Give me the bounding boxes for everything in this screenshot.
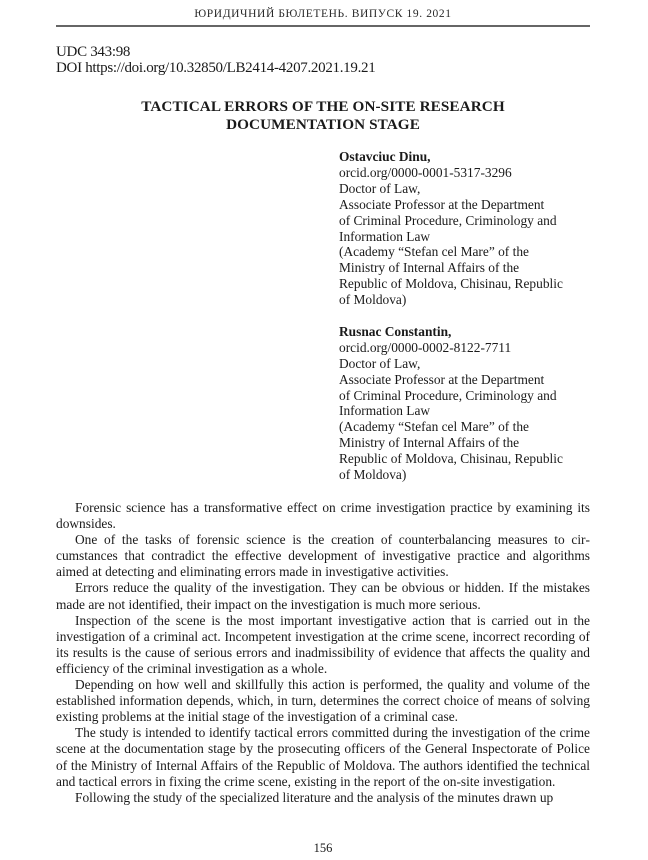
body-paragraph: Following the study of the specialized literature and the analysis of the minutes drawn up	[75, 789, 554, 805]
udc-code: UDC 343:98	[56, 44, 131, 60]
author-orcid-link[interactable]: orcid.org/0000-0002-8122-7711	[339, 339, 512, 355]
header-divider	[56, 25, 590, 27]
author-affiliation-line: of Criminal Procedure, Criminology and	[339, 212, 557, 228]
author-affiliation-line: Republic of Moldova, Chisinau, Republic	[339, 451, 563, 467]
article-body	[56, 500, 590, 806]
body-paragraph: Depending on how well and skillfully this action is performed, the quality and volume of the established information depends, which, in turn, determines the correct choice of means of solving existing problems at the initial stage of the investigation of a criminal case.	[56, 677, 590, 725]
body-paragraph: Inspection of the scene is the most important investigative action that is carried out in the investigation of a criminal act. Incompetent investigation at the crime scene, incorrect recording of its results is the cause of serious errors and inadmissibility of evidence that affects the quality and efficiency of the criminal investigation as a whole.	[56, 612, 590, 676]
page-number: 156	[313, 841, 333, 855]
author-block	[339, 324, 599, 483]
article-title	[56, 98, 590, 133]
author-affiliation-line: Information Law	[339, 403, 431, 419]
author-name: Ostavciuc Dinu,	[339, 149, 431, 164]
author-orcid-link[interactable]: orcid.org/0000-0001-5317-3296	[339, 164, 512, 180]
author-affiliation-line: of Moldova)	[339, 467, 407, 483]
title-line-1: TACTICAL ERRORS OF THE ON-SITE RESEARCH	[141, 98, 505, 115]
author-affiliation-line: Information Law	[339, 228, 431, 244]
body-paragraph: One of the tasks of forensic science is the creation of counterbalancing measures to circumstances that contradict the effective development of investigative practice and algorithms aimed at detecting and eliminating errors made in investigative activities.	[56, 532, 590, 580]
author-affiliation-line: (Academy “Stefan cel Mare” of the	[339, 244, 529, 260]
body-paragraph: Errors reduce the quality of the investigation. They can be obvious or hidden. If the mistakes made are not identified, their impact on the investigation is much more serious.	[56, 580, 590, 612]
author-affiliation-line: Ministry of Internal Affairs of the	[339, 260, 520, 276]
author-affiliation-line: Associate Professor at the Department	[339, 371, 545, 387]
doi-link[interactable]: DOI https://doi.org/10.32850/LB2414-4207.2021.19.21	[56, 60, 376, 76]
body-paragraph: Forensic science has a transformative effect on crime investigation practice by examining its downsides.	[56, 500, 590, 532]
running-head: ЮРИДИЧНИЙ БЮЛЕТЕНЬ. ВИПУСК 19. 2021	[194, 8, 452, 20]
author-name: Rusnac Constantin,	[339, 323, 452, 339]
article-identifiers	[56, 44, 375, 76]
author-affiliation-line: Ministry of Internal Affairs of the	[339, 435, 520, 451]
title-line-2: DOCUMENTATION STAGE	[226, 115, 420, 133]
author-affiliation-line: (Academy “Stefan cel Mare” of the	[339, 419, 529, 435]
body-paragraph: The study is intended to identify tactical errors committed during the investigation of the crime scene at the documentation stage by the prosecuting officers of the General Inspectorate of Police of the Ministry of Internal Affairs of the Republic of Moldova. The authors identified the technical and tactical errors in fixing the crime scene, existing in the report of the on-site investigation.	[56, 725, 590, 789]
author-affiliation-line: Republic of Moldova, Chisinau, Republic	[339, 276, 563, 292]
author-affiliation-line: of Moldova)	[339, 292, 407, 308]
author-degree: Doctor of Law,	[339, 180, 421, 196]
author-affiliation-line: of Criminal Procedure, Criminology and	[339, 387, 557, 403]
author-degree: Doctor of Law,	[339, 355, 421, 371]
author-block	[339, 149, 599, 308]
author-list	[339, 149, 599, 499]
author-affiliation-line: Associate Professor at the Department	[339, 196, 545, 212]
